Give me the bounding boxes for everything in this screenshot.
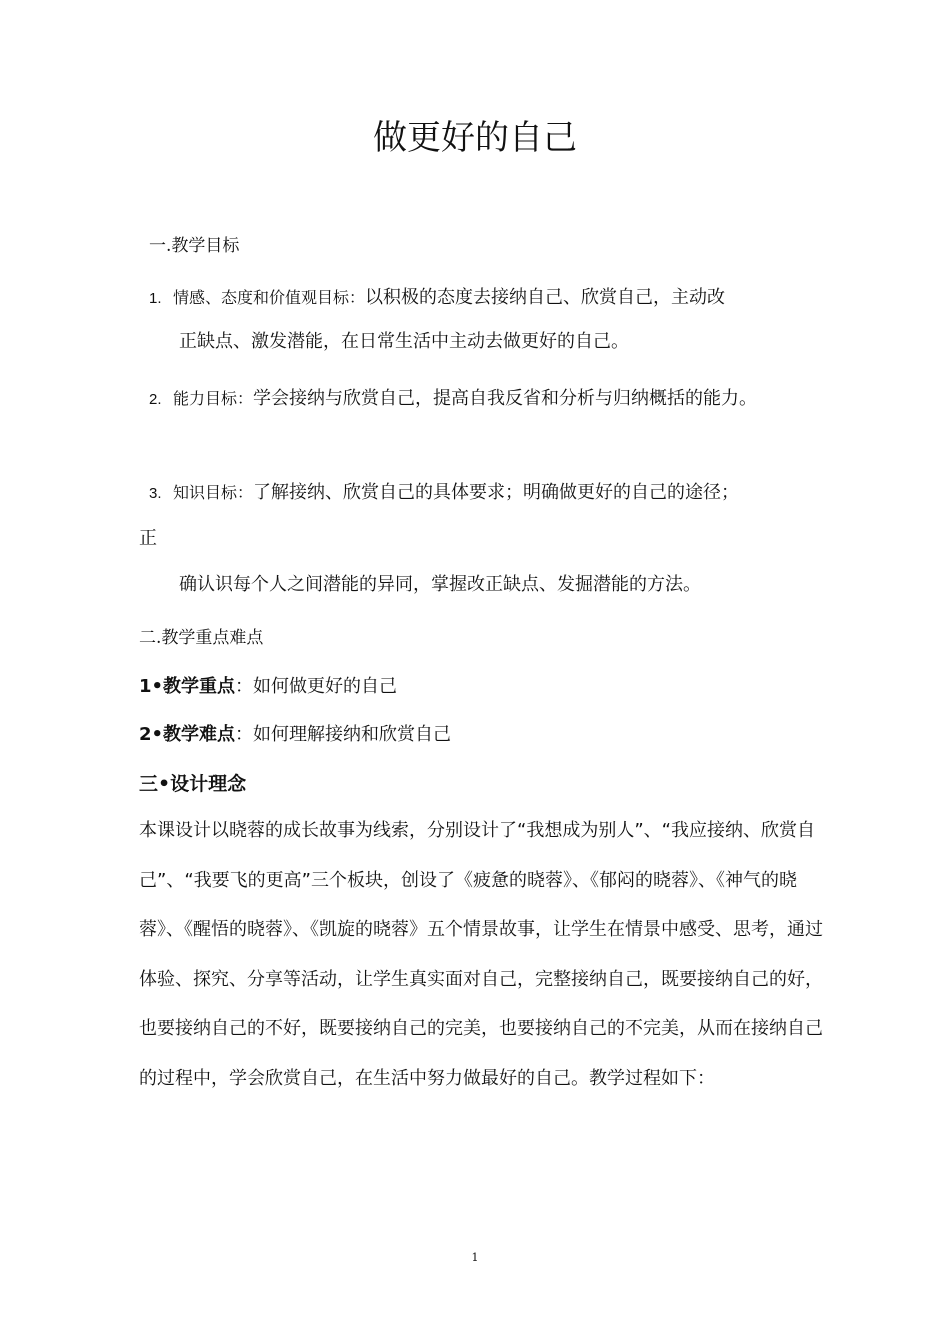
goal-item-3-overflow: 正 (139, 528, 157, 549)
difficult-point-row (139, 720, 451, 746)
goal-item-2-text: 学会接纳与欣赏自己，提高自我反省和分析与归纳概括的能力。 (253, 388, 758, 409)
key-point-row (139, 672, 397, 698)
key-point-label: 1•教学重点 (139, 676, 236, 697)
difficult-point-label: 2•教学难点 (139, 724, 236, 745)
goal-item-2 (149, 384, 757, 410)
page-number: 1 (471, 1251, 479, 1264)
goal-item-1-text-cont: 正缺点、激发潜能，在日常生活中主动去做更好的自己。 (179, 331, 629, 352)
difficult-point-text: 如何理解接纳和欣赏自己 (253, 724, 452, 745)
goal-item-3 (149, 478, 739, 504)
goal-item-1 (149, 283, 725, 309)
difficult-point-colon: ： (235, 724, 254, 745)
goal-item-2-number: 2. (149, 391, 162, 408)
goal-item-3-text: 了解接纳、欣赏自己的具体要求；明确做更好的自己的途径； (253, 482, 740, 503)
section1-heading: 一.教学目标 (149, 236, 240, 256)
key-point-text: 如何做更好的自己 (253, 676, 398, 697)
goal-item-1-label: 情感、态度和价值观目标： (173, 288, 366, 307)
document-title: 做更好的自己 (373, 118, 577, 158)
goal-item-1-text: 以积极的态度去接纳自己、欣赏自己，主动改 (365, 287, 726, 308)
section2-heading: 二.教学重点难点 (139, 628, 264, 648)
goal-item-2-label: 能力目标： (173, 389, 254, 408)
goal-item-3-text-cont: 确认识每个人之间潜能的异同，掌握改正缺点、发掘潜能的方法。 (179, 574, 701, 595)
section3-heading: 三•设计理念 (139, 773, 247, 795)
design-concept-paragraph: 本课设计以晓蓉的成长故事为线索，分别设计了“我想成为别人”、“我应接纳、欣赏自己”、“我要飞的更高”三个板块，创设了《疲惫的晓蓉》、《郁闷的晓蓉》、《神气的晓蓉》、《醒悟的晓蓉》、《凯旋的晓蓉》五个情景故事，让学生在情景中感受、思考，通过体验、探究、分享等活动，让学生真实面对自己，完整接纳自己，既要接纳自己的好，也要接纳自己的不好，既要接纳自己的完美，也要接纳自己的不完美，从而在接纳自己的过程中，学会欣赏自己，在生活中努力做最好的自己。教学过程如下： (139, 820, 823, 1089)
goal-item-1-number: 1. (149, 290, 162, 307)
goal-item-3-label: 知识目标： (173, 483, 254, 502)
goal-item-3-number: 3. (149, 485, 162, 502)
key-point-colon: ： (235, 676, 254, 697)
